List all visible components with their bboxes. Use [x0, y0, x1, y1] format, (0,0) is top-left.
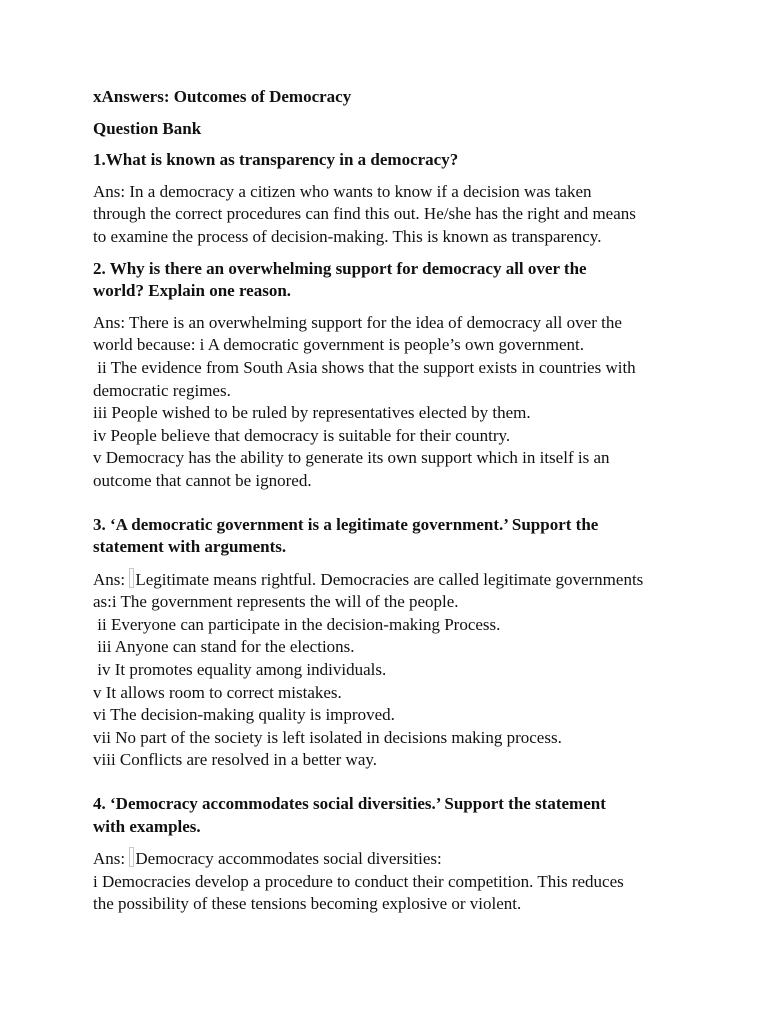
- answer-line: vi The decision-making quality is improved.: [93, 705, 395, 725]
- question-line: 3. ‘A democratic government is a legitimate government.’ Support the: [93, 514, 599, 534]
- answer-line: Ans: In a democracy a citizen who wants to know if a decision was taken: [93, 181, 592, 201]
- answer-3: [93, 568, 678, 772]
- answer-line: to examine the process of decision-making. This is known as transparency.: [93, 226, 602, 246]
- answer-line: outcome that cannot be ignored.: [93, 470, 312, 490]
- answer-prefix: Ans:: [93, 569, 130, 589]
- answer-line: ii The evidence from South Asia shows that the support exists in countries with: [93, 357, 636, 377]
- missing-glyph-icon: [129, 568, 134, 588]
- missing-glyph-icon: [129, 847, 134, 867]
- question-1: 1.What is known as transparency in a democracy?: [93, 150, 459, 170]
- answer-line: world because: i A democratic government is people’s own government.: [93, 335, 584, 355]
- answer-first-line: [93, 568, 678, 592]
- answer-prefix: Ans:: [93, 849, 130, 869]
- answer-line: the possibility of these tensions becoming explosive or violent.: [93, 894, 522, 914]
- answer-line: as:i The government represents the will of the people.: [93, 592, 459, 612]
- answer-text: Democracy accommodates social diversities:: [135, 849, 442, 869]
- document-subtitle: Question Bank: [93, 118, 202, 138]
- answer-line: v It allows room to correct mistakes.: [93, 682, 342, 702]
- answer-first-line: [93, 847, 678, 871]
- question-line: world? Explain one reason.: [93, 281, 292, 301]
- question-line: 2. Why is there an overwhelming support for democracy all over the: [93, 258, 587, 278]
- answer-line: vii No part of the society is left isolated in decisions making process.: [93, 727, 562, 747]
- answer-line: through the correct procedures can find this out. He/she has the right and means: [93, 204, 636, 224]
- question-line: statement with arguments.: [93, 537, 287, 557]
- question-2: [93, 258, 678, 303]
- question-line: with examples.: [93, 816, 201, 836]
- answer-2: [93, 312, 678, 493]
- answer-line: iv It promotes equality among individuals.: [93, 660, 387, 680]
- answer-line: viii Conflicts are resolved in a better way.: [93, 750, 378, 770]
- answer-line: v Democracy has the ability to generate its own support which in itself is an: [93, 448, 610, 468]
- question-3: [93, 514, 678, 559]
- answer-line: democratic regimes.: [93, 380, 231, 400]
- answer-line: iii People wished to be ruled by representatives elected by them.: [93, 403, 531, 423]
- question-4: [93, 793, 678, 838]
- answer-1: [93, 181, 678, 249]
- answer-line: Ans: There is an overwhelming support for the idea of democracy all over the: [93, 312, 622, 332]
- answer-line: i Democracies develop a procedure to conduct their competition. This reduces: [93, 871, 624, 891]
- answer-line: iii Anyone can stand for the elections.: [93, 637, 355, 657]
- answer-text: Legitimate means rightful. Democracies are called legitimate governments: [135, 569, 644, 589]
- answer-line: ii Everyone can participate in the decision-making Process.: [93, 614, 501, 634]
- answer-4: [93, 847, 678, 916]
- document-title: xAnswers: Outcomes of Democracy: [93, 87, 352, 106]
- question-line: 4. ‘Democracy accommodates social diversities.’ Support the statement: [93, 794, 606, 814]
- answer-line: iv People believe that democracy is suitable for their country.: [93, 425, 511, 445]
